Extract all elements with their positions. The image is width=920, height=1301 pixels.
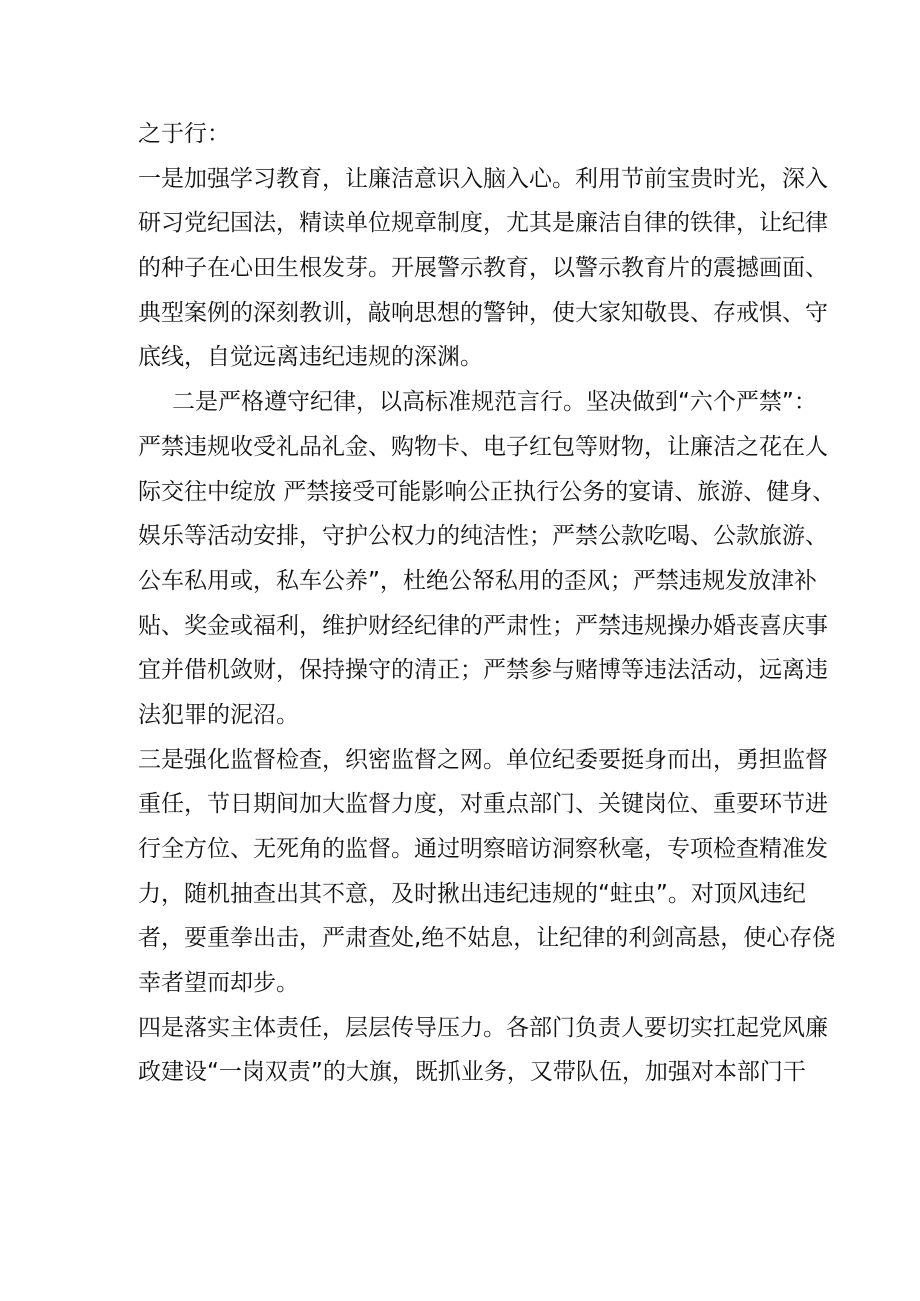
text-line: 三是强化监督检查，织密监督之网。单位纪委要挺身而出，勇担监督	[138, 746, 828, 773]
paragraph-point-2	[138, 380, 836, 738]
paragraph-point-1	[138, 157, 828, 380]
text-line: 重任，节日期间加大监督力度，对重点部门、关键岗位、重要环节进	[138, 791, 828, 818]
text-line: 四是落实主体责任，层层传导压力。各部门负责人要切实扛起党风廉	[138, 1014, 828, 1041]
text-line: 的种子在心田生根发芽。开展警示教育，以警示教育片的震撼画面、	[138, 255, 828, 282]
text-line: 宜并借机敛财，保持操守的清正；严禁参与赌博等违法活动，远离违	[138, 657, 828, 684]
text-line: 之于行：	[138, 121, 230, 147]
text-line: 底线，自觉远离违纪违规的深渊。	[138, 344, 483, 371]
text-line: 贴、奖金或福利，维护财经纪律的严肃性；严禁违规操办婚丧喜庆事	[138, 612, 828, 639]
text-line: 法犯罪的泥沼。	[138, 701, 299, 728]
text-line: 典型案例的深刻教训，敲响思想的警钟，使大家知敬畏、存戒惧、守	[138, 299, 828, 326]
text-line: 政建设“一岗双责”的大旗，既抓业务，又带队伍，加强对本部门干	[138, 1059, 806, 1086]
text-line: 际交往中绽放 严禁接受可能影响公正执行公务的宴请、旅游、健身、	[138, 478, 836, 505]
text-line: 幸者望而却步。	[138, 970, 299, 997]
text-line: 二是严格遵守纪律，以高标准规范言行。坚决做到“六个严禁”：	[172, 389, 817, 416]
text-line: 公车私用或，私车公养”，杜绝公帑私用的歪风；严禁违规发放津补	[138, 567, 817, 594]
paragraph-intro	[138, 112, 790, 157]
text-line: 者，要重拳出击，严肃查处,绝不姑息，让纪律的利剑高悬，使心存侥	[138, 925, 836, 952]
text-line: 力，随机抽查出其不意，及时揪出违纪违规的“蛀虫”。对顶风违纪	[138, 880, 806, 907]
paragraph-point-3	[138, 738, 836, 1006]
document-body	[138, 112, 836, 1095]
paragraph-point-4	[138, 1006, 828, 1095]
text-line: 严禁违规收受礼品礼金、购物卡、电子红包等财物，让廉洁之花在人	[138, 433, 828, 460]
text-line: 一是加强学习教育，让廉洁意识入脑入心。利用节前宝贵时光，深入	[138, 165, 828, 192]
text-line: 行全方位、无死角的监督。通过明察暗访洞察秋毫，专项检查精准发	[138, 836, 828, 862]
text-line: 娱乐等活动安排，守护公权力的纯洁性；严禁公款吃喝、公款旅游、	[138, 523, 828, 550]
text-line: 研习党纪国法，精读单位规章制度，尤其是廉洁自律的铁律，让纪律	[138, 210, 828, 237]
